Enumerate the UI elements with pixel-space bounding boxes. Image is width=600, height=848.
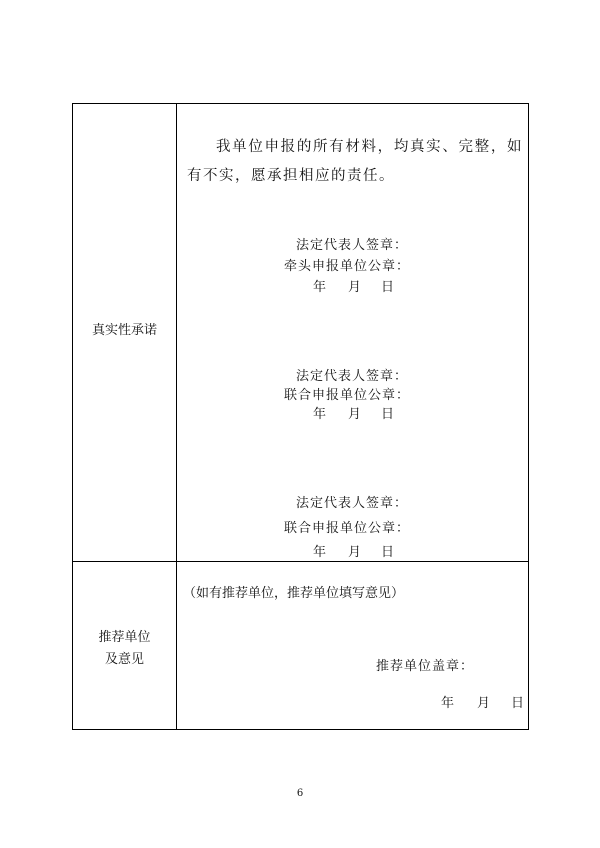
recommend-note: （如有推荐单位，推荐单位填写意见） [183, 586, 405, 601]
recommend-label-line1: 推荐单位 [98, 630, 151, 645]
joint-unit-seal-label: 联合申报单位公章： [284, 388, 411, 403]
legal-rep-signature-label: 法定代表人签章： [296, 369, 409, 384]
date-year: 年 [441, 696, 455, 711]
date-year: 年 [313, 280, 327, 295]
joint-unit-seal-label: 联合申报单位公章： [284, 521, 411, 536]
column-divider [176, 104, 177, 729]
date-day: 日 [381, 545, 395, 560]
date-month: 月 [348, 407, 362, 422]
recommend-label-line2: 及意见 [104, 652, 144, 667]
date-year: 年 [313, 545, 327, 560]
lead-unit-seal-label: 牵头申报单位公章： [284, 259, 411, 274]
date-day: 日 [381, 280, 395, 295]
date-month: 月 [477, 696, 491, 711]
date-year: 年 [313, 407, 327, 422]
date-month: 月 [348, 545, 362, 560]
date-month: 月 [348, 280, 362, 295]
declaration-form-table [72, 103, 529, 730]
date-day: 日 [381, 407, 395, 422]
date-day: 日 [511, 696, 525, 711]
legal-rep-signature-label: 法定代表人签章： [296, 496, 409, 511]
recommend-seal-label: 推荐单位盖章： [376, 659, 475, 674]
pledge-label-text: 真实性承诺 [91, 323, 157, 338]
row-divider [73, 561, 528, 562]
legal-rep-signature-label: 法定代表人签章： [296, 238, 409, 253]
recommend-row-label [73, 627, 176, 671]
pledge-statement: 我单位申报的所有材料，均真实、完整，如有不实，愿承担相应的责任。 [187, 139, 523, 184]
pledge-row-label [73, 320, 176, 342]
page-number: 6 [296, 788, 304, 799]
